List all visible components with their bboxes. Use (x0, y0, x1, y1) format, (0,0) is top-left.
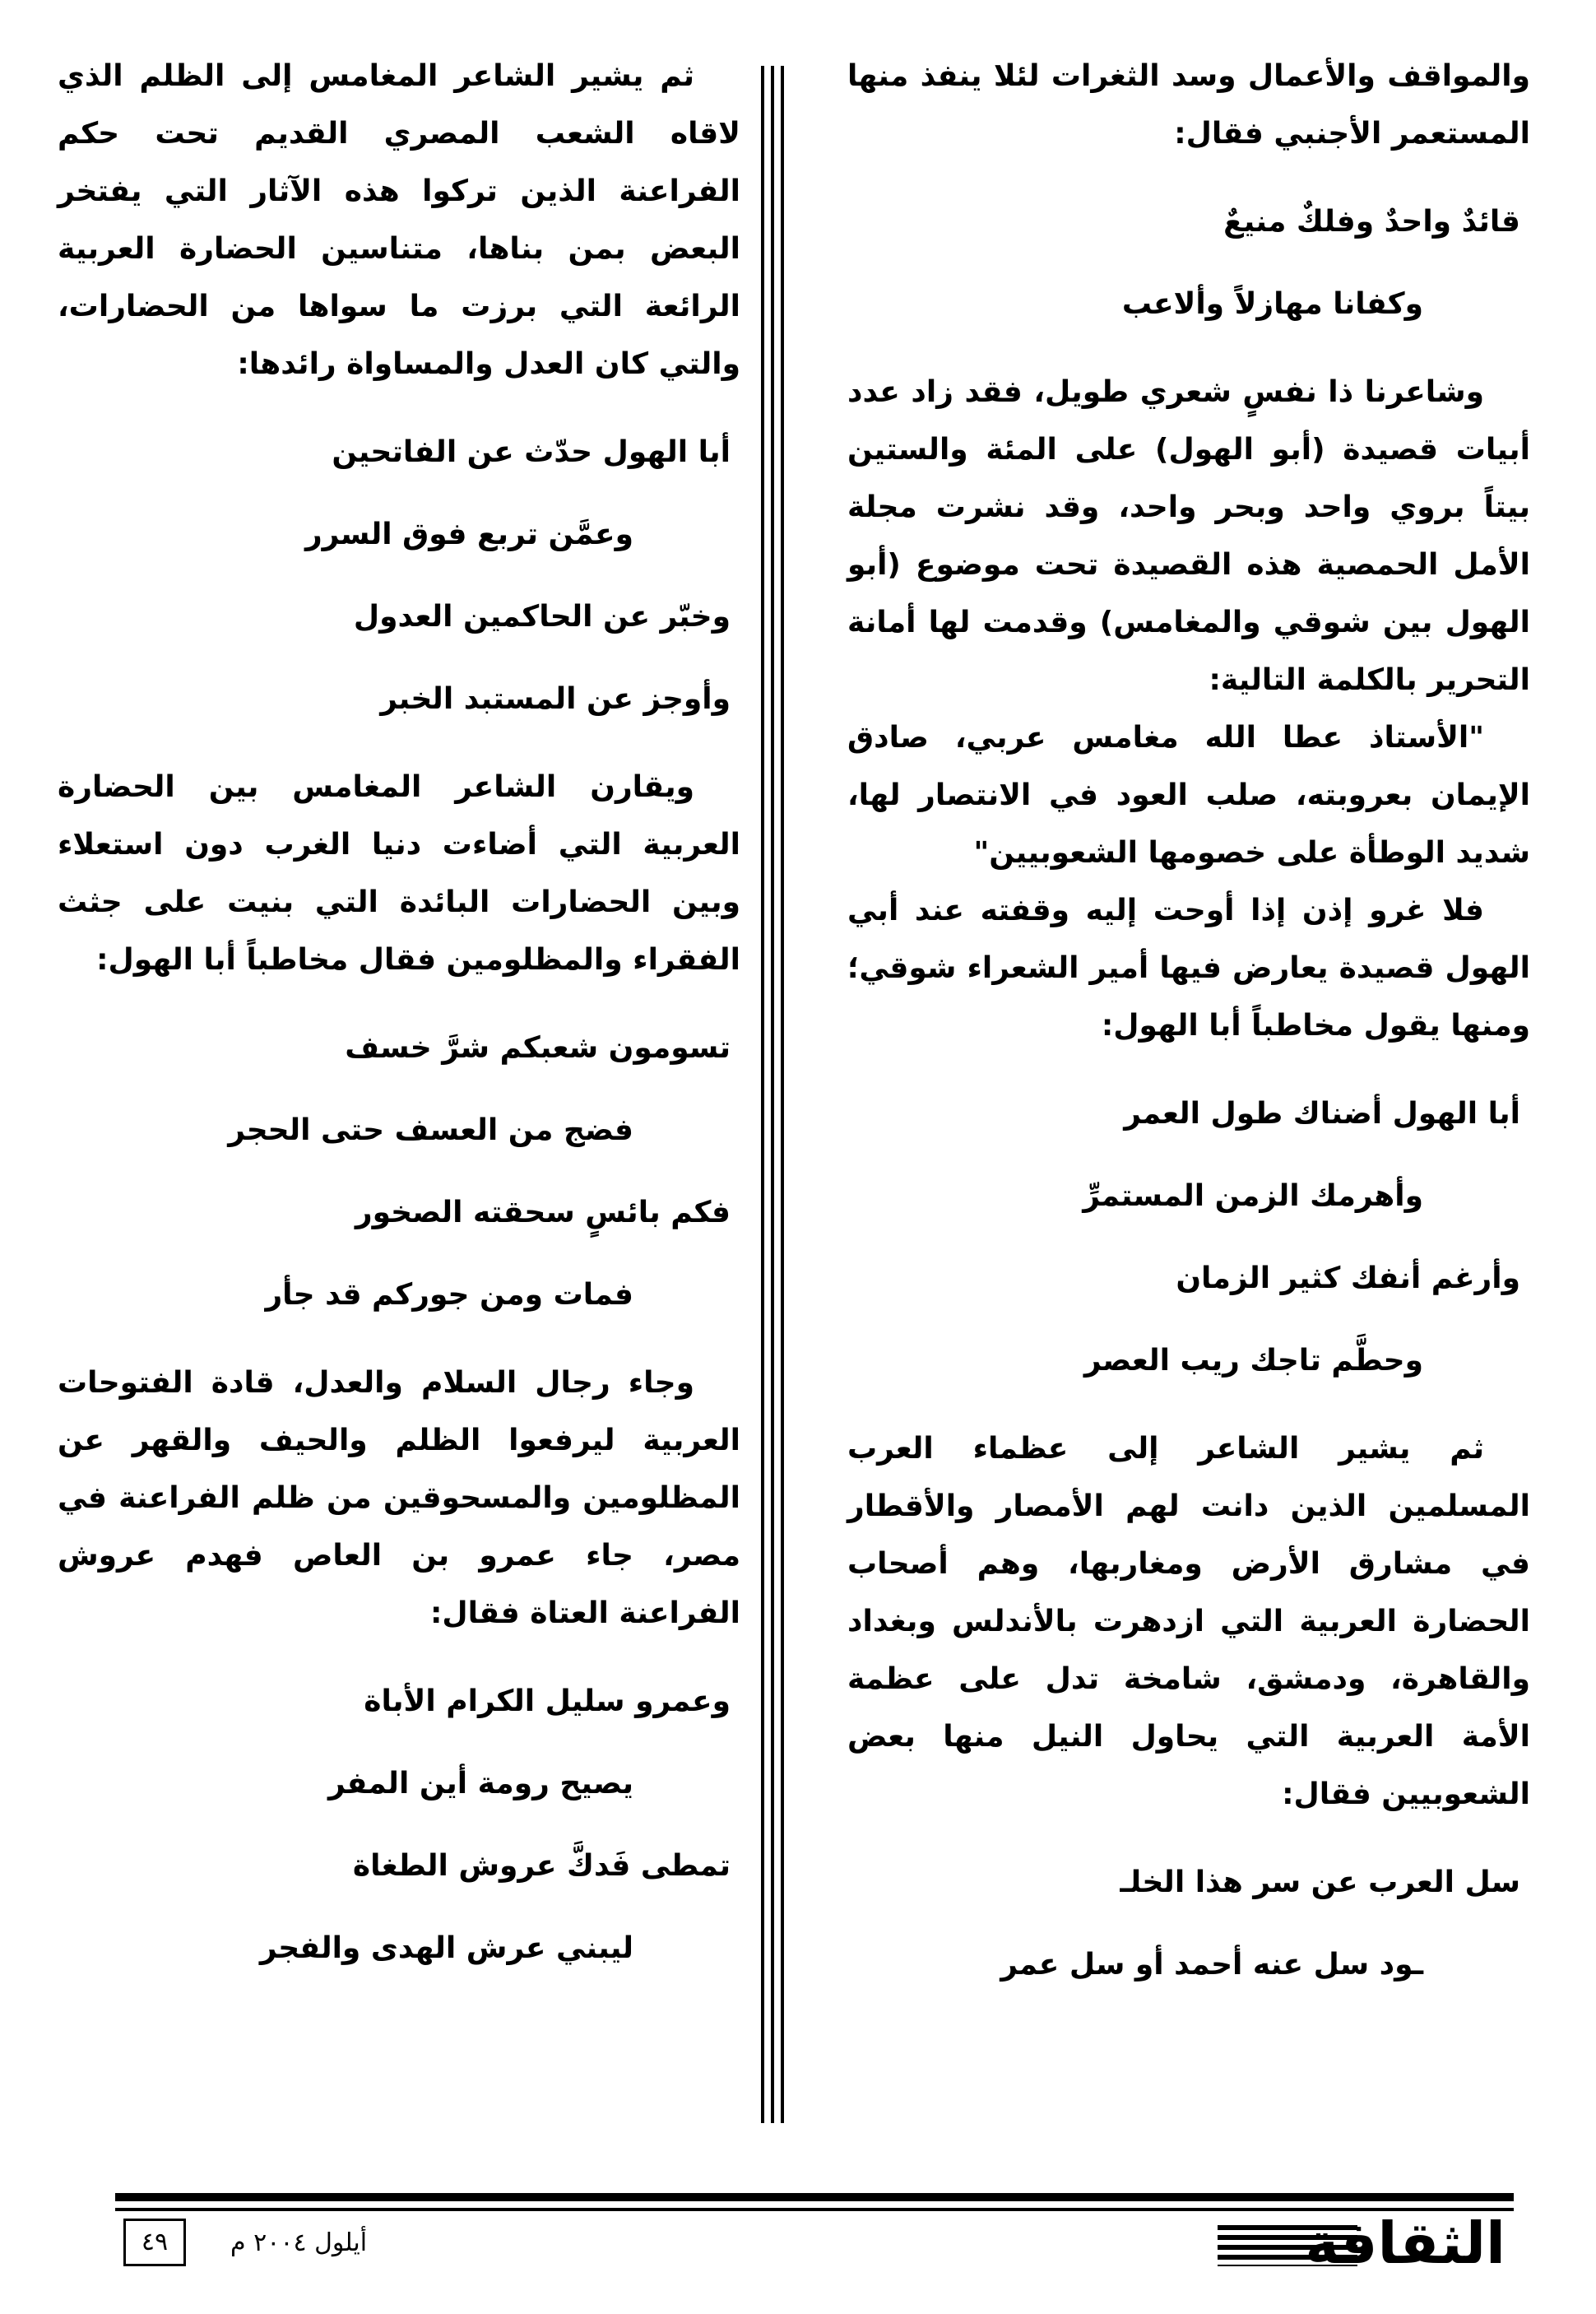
magazine-masthead (1218, 2204, 1514, 2283)
column-divider (761, 66, 784, 2123)
footer-rule (115, 2193, 1514, 2201)
verse-hemistich: ـود سل عنه أحمد أو سل عمر (1000, 1948, 1423, 1982)
paragraph: والمواقف والأعمال وسد الثغرات لئلا ينفذ منها المستعمر الأجنبي فقال: (847, 59, 1530, 151)
verse-hemistich: تمطى فَدكَّ عروش الطغاة (352, 1849, 731, 1883)
page-number: ٤٩ (123, 2219, 186, 2266)
paragraph: وشاعرنا ذا نفسٍ شعري طويل، فقد زاد عدد أبيات قصيدة (أبو الهول) على المئة والستين بيتاً بروي واحد وبحر واحد، وقد نشرت مجلة الأمل الحمصية هذه القصيدة تحت موضوع (أبو الهول بين شوقي والمغامس) وقدمت لها أمانة التحرير بالكلمة التالية: (847, 375, 1530, 697)
verse-hemistich: وأهرمك الزمن المستمرِّ (1083, 1179, 1423, 1213)
paragraph: فلا غرو إذن إذا أوحت إليه وقفته عند أبي الهول قصيدة يعارض فيها أمير الشعراء شوقي؛ ومنها يقول مخاطباً أبا الهول: (847, 894, 1530, 1043)
verse-hemistich: وحطَّم تاجك ريب العصر (1083, 1344, 1423, 1378)
verse-hemistich: وأرغم أنفك كثير الزمان (1176, 1262, 1520, 1295)
verse-hemistich: وكفانا مهازلاً وألاعب (1121, 287, 1423, 321)
verse-hemistich: وعمرو سليل الكرام الأباة (364, 1684, 731, 1718)
verse-hemistich: فكم بائسٍ سحقته الصخور (355, 1196, 731, 1229)
paragraph: ثم يشير الشاعر المغامس إلى الظلم الذي لاقاه الشعب المصري القديم تحت حكم الفراعنة الذين تركوا هذه الآثار التي يفتخر البعض بمن بناها، متناسين الحضارة العربية الرائعة التي برزت ما سواها من الحضارات، والتي كان العدل والمساواة رائدها: (58, 59, 740, 381)
verse-hemistich: تسومون شعبكم شرَّ خسف (345, 1031, 731, 1065)
verse-hemistich: فمات ومن جوركم قد جأر (265, 1278, 633, 1312)
right-column (847, 48, 1530, 2006)
paragraph: ثم يشير الشاعر إلى عظماء العرب المسلمين الذين دانت لهم الأمصار والأقطار في مشارق الأرض ومغاربها، وهم أصحاب الحضارة العربية التي ازدهرت بالأندلس وبغداد والقاهرة، ودمشق، شامخة تدل على عظمة الأمة العربية التي يحاول النيل منها بعض الشعوبيين فقال: (847, 1432, 1530, 1811)
paragraph: ويقارن الشاعر المغامس بين الحضارة العربية التي أضاءت دنيا الغرب دون استعلاء وبين الحضارات البائدة التي بنيت على جثث الفقراء والمظلومين فقال مخاطباً أبا الهول: (58, 770, 740, 977)
verse-hemistich: سل العرب عن سر هذا الخلـ (1120, 1866, 1520, 1899)
verse-hemistich: قائدٌ واحدٌ وفلكٌ منيعٌ (1223, 205, 1520, 239)
verse-hemistich: يصيح رومة أين المفر (327, 1767, 633, 1801)
verse-hemistich: وعمَّن تربع فوق السرر (304, 518, 633, 551)
verse-hemistich: أبا الهول أضناك طول العمر (1124, 1097, 1520, 1131)
masthead-logo-text: الثقافة (1305, 2209, 1506, 2277)
paragraph: وجاء رجال السلام والعدل، قادة الفتوحات العربية ليرفعوا الظلم والحيف والقهر عن المظلومين والمسحوقين من ظلم الفراعنة في مصر، جاء عمرو بن العاص فهدم عروش الفراعنة العتاة فقال: (58, 1366, 740, 1630)
verse-hemistich: أبا الهول حدّث عن الفاتحين (332, 435, 731, 469)
verse-hemistich: ليبني عرش الهدى والفجر (259, 1931, 633, 1965)
verse-hemistich: فضج من العسف حتى الحجر (228, 1113, 633, 1147)
issue-date: أيلول ٢٠٠٤ م (230, 2228, 368, 2257)
verse-hemistich: وخبّر عن الحاكمين العدول (353, 600, 731, 634)
paragraph-quote: "الأستاذ عطا الله مغامس عربي، صادق الإيمان بعروبته، صلب العود في الانتصار لها، شديد الوطأة على خصومها الشعوبيين" (847, 721, 1530, 870)
verse-hemistich: وأوجز عن المستبد الخبر (380, 682, 731, 716)
left-column (58, 48, 740, 1990)
